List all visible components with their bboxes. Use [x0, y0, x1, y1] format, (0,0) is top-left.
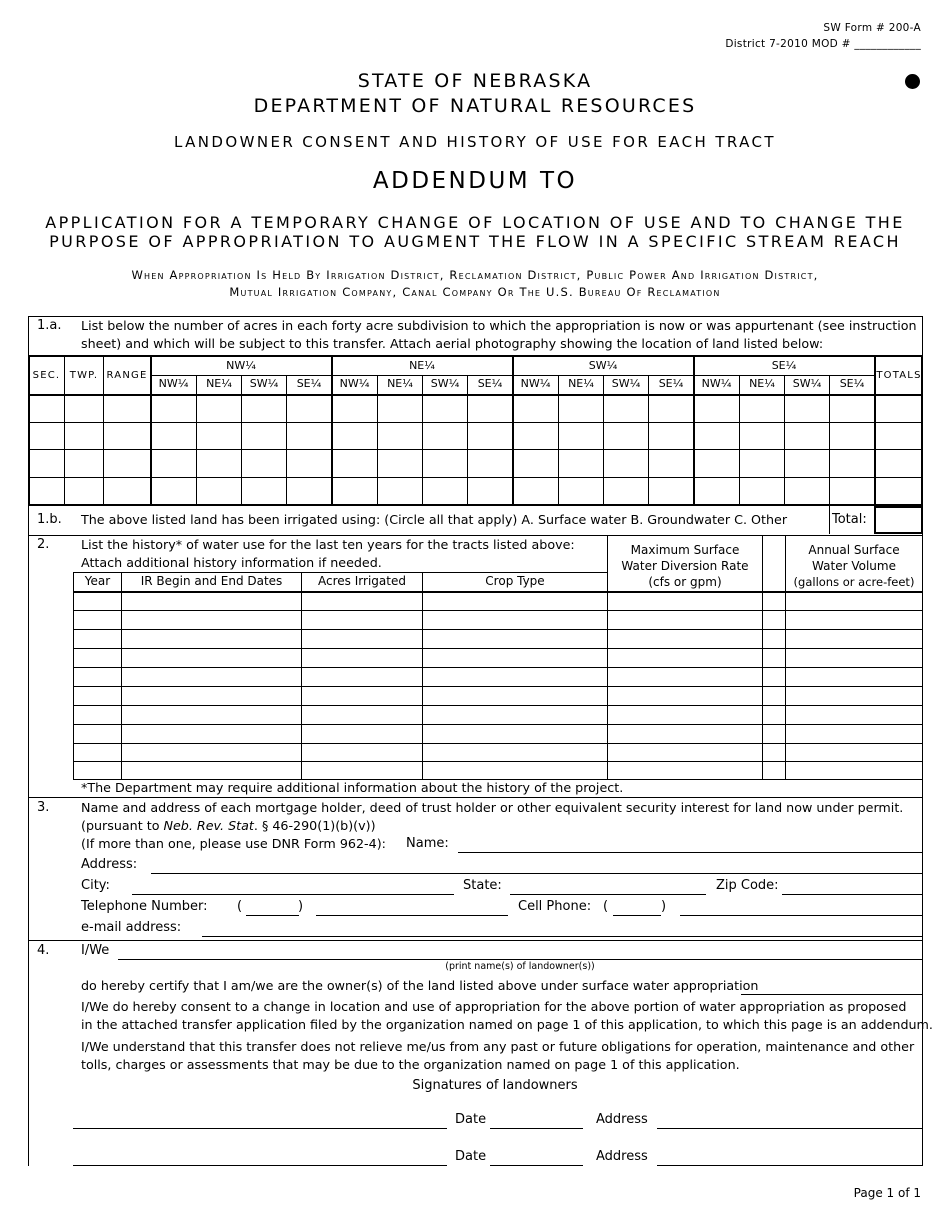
- quarter-sw: SW¼: [588, 359, 618, 372]
- state-label: State:: [463, 878, 502, 893]
- address-label-2: Address: [596, 1149, 648, 1164]
- sub-quarter-label: NE¼: [387, 377, 413, 390]
- cell-label: Cell Phone:: [518, 899, 592, 914]
- sub-quarter-label: NE¼: [206, 377, 232, 390]
- date-label-1: Date: [455, 1112, 487, 1127]
- zip-label: Zip Code:: [716, 878, 779, 893]
- sub-quarter-label: SW¼: [611, 377, 641, 390]
- col-divider: [121, 572, 122, 779]
- quarter-se: SE¼: [771, 359, 797, 372]
- col-volume-2: Water Volume: [812, 559, 896, 573]
- col-max-rate-3: (cfs or gpm): [648, 575, 722, 589]
- signature-field-1[interactable]: [73, 1128, 447, 1129]
- total-divider: [829, 506, 830, 534]
- sub-quarter-label: NW¼: [339, 377, 370, 390]
- sub-quarter-label: SE¼: [839, 377, 865, 390]
- sub-quarter-label: SE¼: [658, 377, 684, 390]
- sub-quarter-label: NW¼: [520, 377, 551, 390]
- col-divider: [422, 572, 423, 779]
- signatures-label: Signatures of landowners: [412, 1078, 578, 1093]
- section-divider: [28, 535, 922, 536]
- certify-text: do hereby certify that I am/we are the owner(s) of the land listed above under surface water appropriation: [81, 978, 759, 993]
- held-by-line-1: When Appropriation Is Held By Irrigation District, Reclamation District, Public Power And Irrigation District,: [131, 268, 819, 282]
- state-field[interactable]: [510, 894, 706, 895]
- district-mod: District 7-2010 MOD # ____________: [725, 38, 921, 50]
- section-1b-number: 1.b.: [37, 512, 62, 527]
- col-year: Year: [84, 574, 111, 588]
- section-divider: [28, 797, 922, 798]
- row-divider: [28, 422, 923, 423]
- address-label: Address:: [81, 857, 138, 872]
- sub-quarter-label: SE¼: [477, 377, 503, 390]
- address-field[interactable]: [151, 873, 922, 874]
- col-sec: SEC.: [32, 370, 61, 381]
- consent-text-1: I/We do hereby consent to a change in location and use of appropriation for the above portion of water appropriation as proposed: [81, 999, 907, 1014]
- landowner-name-field[interactable]: [118, 959, 922, 960]
- quarter-nw: NW¼: [226, 359, 256, 372]
- col-max-rate-2: Water Diversion Rate: [621, 559, 749, 573]
- address-label-1: Address: [596, 1112, 648, 1127]
- row-divider: [73, 610, 922, 611]
- col-divider: [73, 572, 74, 779]
- section-3-text-3: (If more than one, please use DNR Form 962-4):: [81, 836, 386, 851]
- row-divider: [73, 724, 922, 725]
- section-2-text-2: Attach additional history information if needed.: [81, 555, 382, 570]
- col-range: RANGE: [106, 370, 148, 381]
- row-divider: [73, 686, 922, 687]
- cell-paren-close: ): [661, 899, 667, 914]
- row-divider: [28, 394, 923, 396]
- section-divider: [28, 940, 922, 941]
- phone-paren-open: (: [237, 899, 243, 914]
- understand-text-1: I/We understand that this transfer does not relieve me/us from any past or future obligations for operation, maintenance and other: [81, 1039, 915, 1054]
- cell-number-field[interactable]: [680, 915, 922, 916]
- row-divider: [28, 449, 923, 450]
- sig-address-field-1[interactable]: [657, 1128, 922, 1129]
- col-volume-1: Annual Surface: [808, 543, 900, 557]
- sig-address-field-2[interactable]: [657, 1165, 922, 1166]
- sub-quarter-label: SW¼: [430, 377, 460, 390]
- row-divider: [73, 705, 922, 706]
- section-2-number: 2.: [37, 537, 50, 552]
- appropriation-number-field[interactable]: [741, 994, 922, 995]
- col-totals: TOTALS: [876, 370, 922, 381]
- row-divider: [73, 667, 922, 668]
- iwe-label: I/We: [81, 943, 110, 958]
- total-field[interactable]: [874, 506, 923, 534]
- understand-text-2: tolls, charges or assessments that may be due to the organization named on page 1 of this application.: [81, 1057, 740, 1072]
- row-divider: [73, 761, 922, 762]
- signature-field-2[interactable]: [73, 1165, 447, 1166]
- col-max-rate-1: Maximum Surface: [630, 543, 740, 557]
- col-twp: TWP.: [69, 370, 99, 381]
- page-number: Page 1 of 1: [853, 1186, 921, 1200]
- section-1b-text: The above listed land has been irrigated using: (Circle all that apply) A. Surface water B. Groundwater C. Other: [81, 512, 788, 527]
- section-1a-number: 1.a.: [37, 318, 62, 333]
- application-title-1: APPLICATION FOR A TEMPORARY CHANGE OF LOCATION OF USE AND TO CHANGE THE: [45, 213, 905, 232]
- email-field[interactable]: [202, 936, 922, 937]
- date-label-2: Date: [455, 1149, 487, 1164]
- consent-text-2: in the attached transfer application filed by the organization named on page 1 of this application, to which this page is an addendum.: [81, 1017, 933, 1032]
- row-divider: [73, 591, 922, 593]
- section-2-text-1: List the history* of water use for the last ten years for the tracts listed above:: [81, 537, 575, 552]
- city-field[interactable]: [132, 894, 454, 895]
- section-4-number: 4.: [37, 943, 50, 958]
- city-label: City:: [81, 878, 110, 893]
- col-divider: [301, 572, 302, 779]
- email-label: e-mail address:: [81, 920, 182, 935]
- department-title: DEPARTMENT OF NATURAL RESOURCES: [253, 95, 697, 117]
- col-acres: Acres Irrigated: [318, 574, 406, 588]
- state-title: STATE OF NEBRASKA: [357, 70, 593, 92]
- sub-quarter-label: SW¼: [249, 377, 279, 390]
- row-divider: [73, 743, 922, 744]
- held-by-line-2: Mutual Irrigation Company, Canal Company Or The U.S. Bureau Of Reclamation: [229, 285, 721, 299]
- phone-number-field[interactable]: [316, 915, 508, 916]
- form-subtitle: LANDOWNER CONSENT AND HISTORY OF USE FOR EACH TRACT: [174, 133, 776, 151]
- section-3-number: 3.: [37, 800, 50, 815]
- row-divider: [73, 572, 607, 573]
- sub-quarter-label: NW¼: [158, 377, 189, 390]
- print-name-caption: (print name(s) of landowner(s)): [445, 961, 595, 972]
- col-ir-dates: IR Begin and End Dates: [140, 574, 283, 588]
- section-2-footnote: *The Department may require additional information about the history of the project.: [81, 780, 624, 795]
- frame-top: [28, 316, 922, 317]
- phone-area-code-field[interactable]: [246, 915, 299, 916]
- col-volume-3: (gallons or acre-feet): [793, 575, 915, 589]
- section-1a-text-2: sheet) and which will be subject to this transfer. Attach aerial photography showing the location of land listed below:: [81, 336, 824, 351]
- phone-paren-close: ): [298, 899, 304, 914]
- row-divider: [73, 648, 922, 649]
- sub-quarter-label: NE¼: [568, 377, 594, 390]
- addendum-title: ADDENDUM TO: [372, 168, 578, 194]
- section-3-text-2: (pursuant to Neb. Rev. Stat. § 46-290(1)(b)(v)): [81, 818, 376, 833]
- section-1a-text-1: List below the number of acres in each forty acre subdivision to which the appropriation is now or was appurtenant (see instruction: [81, 318, 917, 333]
- sub-quarter-label: NW¼: [701, 377, 732, 390]
- quarter-ne: NE¼: [409, 359, 435, 372]
- total-label: Total:: [832, 512, 867, 527]
- date-field-1[interactable]: [490, 1128, 583, 1129]
- cell-paren-open: (: [603, 899, 609, 914]
- date-field-2[interactable]: [490, 1165, 583, 1166]
- row-divider: [28, 477, 923, 478]
- zip-field[interactable]: [782, 894, 922, 895]
- section-3-text-1: Name and address of each mortgage holder, deed of trust holder or other equivalent security interest for land now under permit.: [81, 800, 904, 815]
- sub-quarter-label: SW¼: [792, 377, 822, 390]
- col-crop: Crop Type: [485, 574, 545, 588]
- name-label: Name:: [406, 836, 449, 851]
- name-field[interactable]: [458, 852, 922, 853]
- phone-label: Telephone Number:: [81, 899, 208, 914]
- form-number: SW Form # 200-A: [823, 22, 921, 34]
- application-title-2: PURPOSE OF APPROPRIATION TO AUGMENT THE FLOW IN A SPECIFIC STREAM REACH: [49, 232, 901, 251]
- cell-area-code-field[interactable]: [613, 915, 661, 916]
- sub-quarter-label: SE¼: [296, 377, 322, 390]
- sub-quarter-label: NE¼: [749, 377, 775, 390]
- row-divider: [150, 375, 874, 376]
- row-divider: [73, 629, 922, 630]
